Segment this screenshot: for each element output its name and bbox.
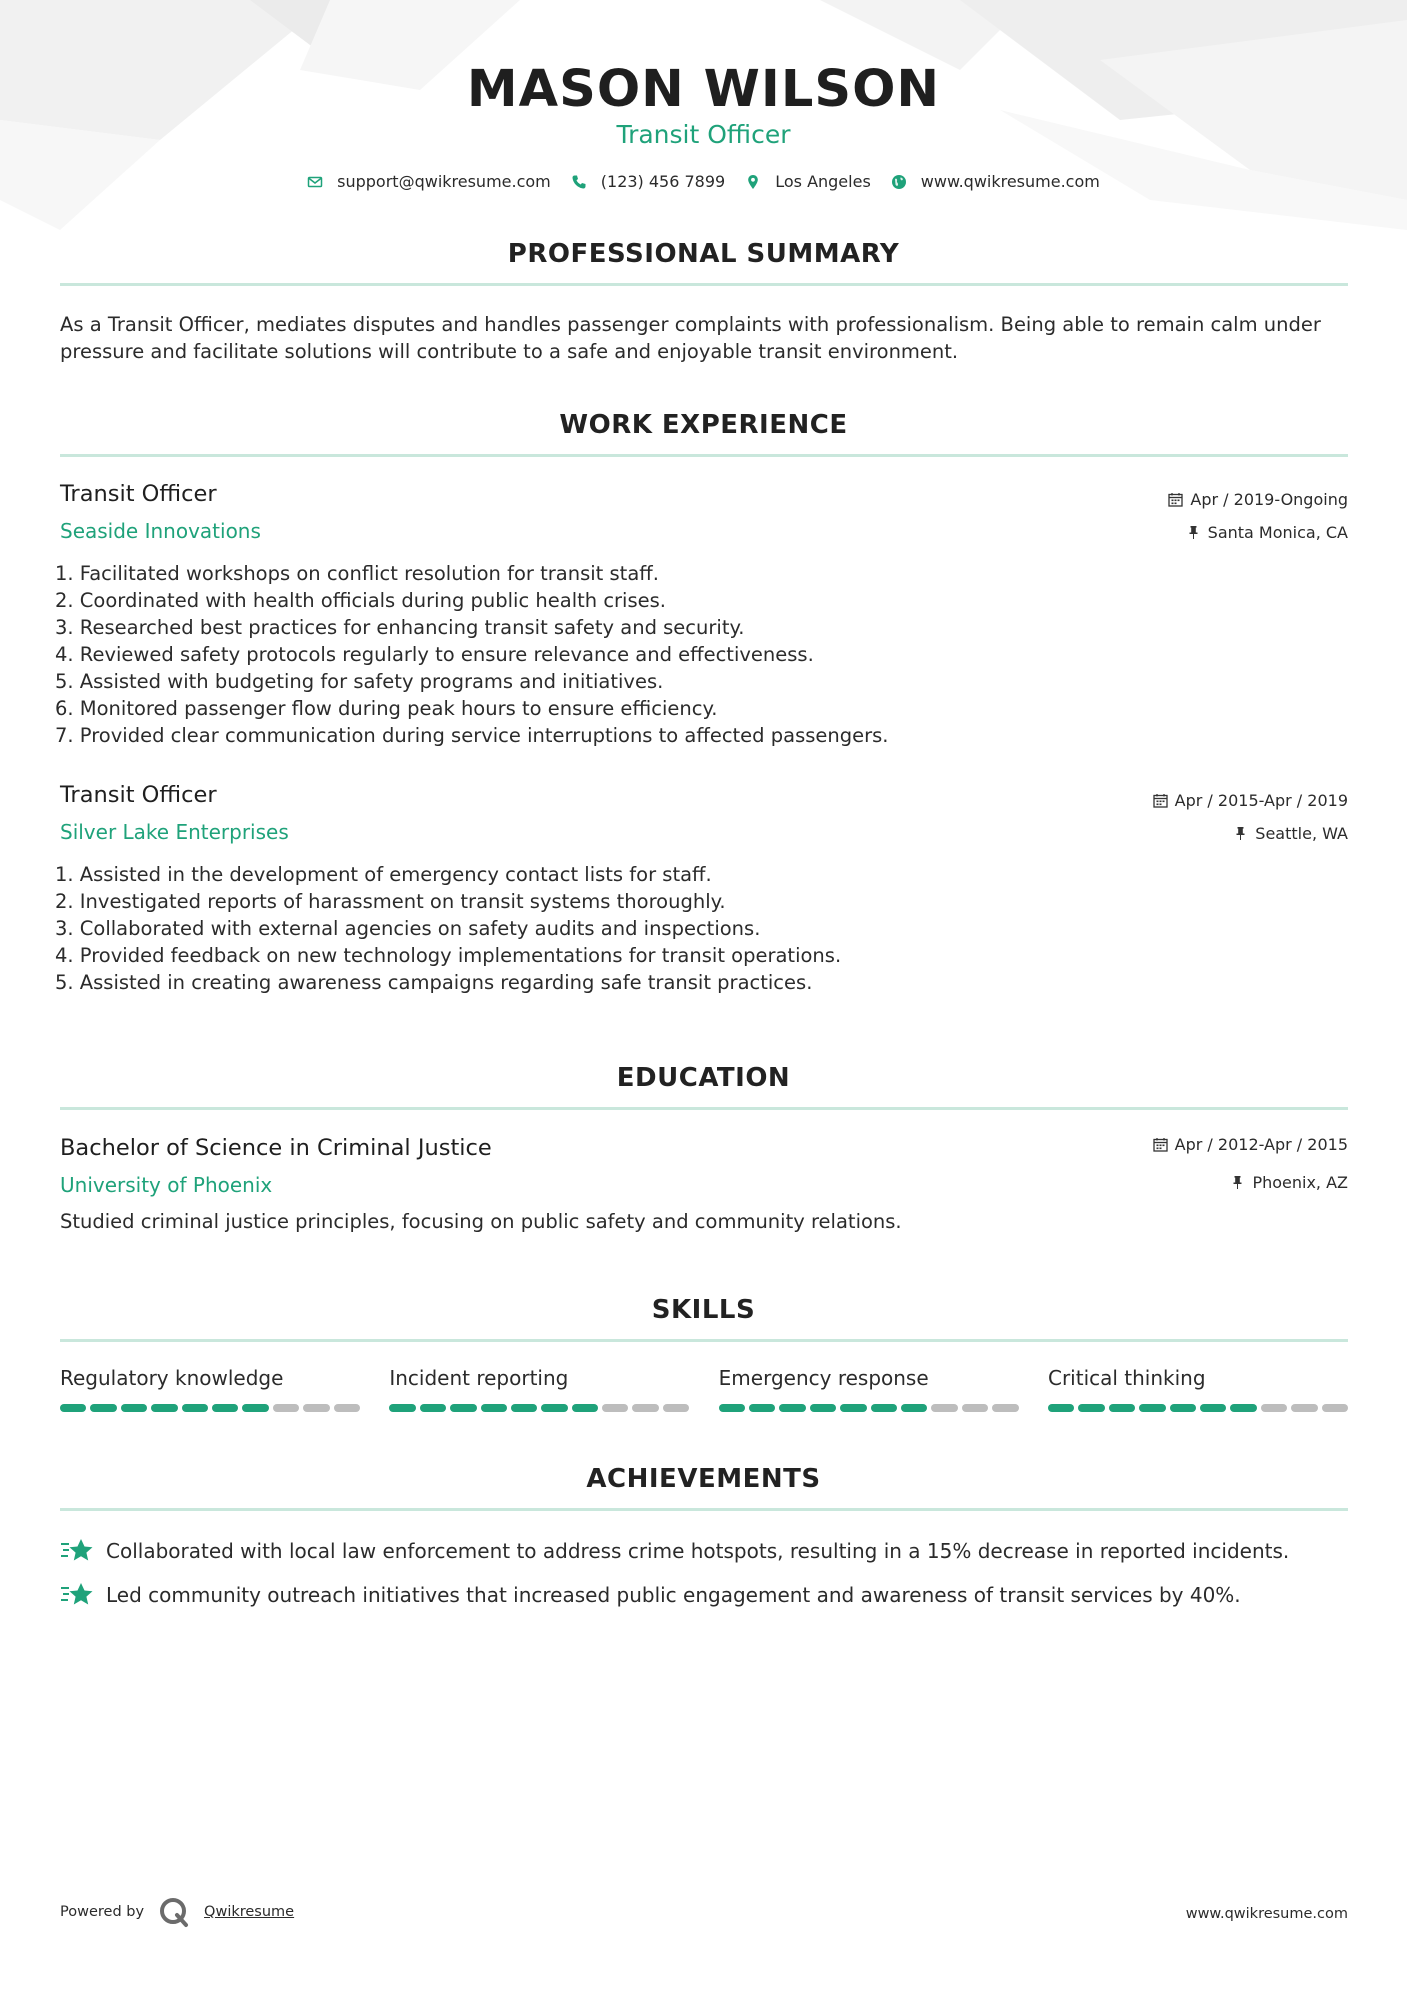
skill-segment-filled [450,1404,476,1412]
skill-segment-empty [1291,1404,1317,1412]
achievements-divider [60,1508,1348,1511]
job-2-dates [1153,791,1348,810]
job-2-location-text: Seattle, WA [1255,824,1348,843]
job-1-location-text: Santa Monica, CA [1207,523,1348,542]
skill-segment-empty [663,1404,689,1412]
pushpin-icon [1230,1175,1245,1190]
skill-segment-filled [810,1404,836,1412]
contact-bar [0,172,1407,191]
job-2-location [1233,824,1348,843]
candidate-title: Transit Officer [616,120,791,149]
list-item: 5. Assisted with budgeting for safety programs and initiatives. [55,670,664,693]
skill-segment-empty [303,1404,329,1412]
skill-segment-empty [334,1404,360,1412]
education-location-text: Phoenix, AZ [1252,1173,1348,1192]
skills-divider [60,1339,1348,1342]
pushpin-icon [1186,525,1201,540]
job-1-title: Transit Officer [60,481,217,507]
list-item: 3. Collaborated with external agencies on safety audits and inspections. [55,917,761,940]
skill-segment-empty [1322,1404,1348,1412]
list-item: 1. Facilitated workshops on conflict resolution for transit staff. [55,562,659,585]
skills-grid [60,1366,1348,1412]
skill-segment-filled [481,1404,507,1412]
skill-item [389,1366,689,1412]
skill-segment-empty [931,1404,957,1412]
summary-heading: PROFESSIONAL SUMMARY [507,239,900,269]
location-text: Los Angeles [775,172,871,191]
list-item: 7. Provided clear communication during service interruptions to affected passengers. [55,724,889,747]
summary-divider [60,283,1348,286]
qwikresume-link[interactable]: Qwikresume [204,1904,295,1920]
education-divider [60,1107,1348,1110]
job-2-company: Silver Lake Enterprises [60,820,289,844]
list-item: 4. Reviewed safety protocols regularly to ensure relevance and effectiveness. [55,643,814,666]
candidate-name: MASON WILSON [466,60,941,119]
achievement-text: Collaborated with local law enforcement to address crime hotspots, resulting in a 15% decrease in reported incidents. [106,1539,1290,1563]
calendar-icon [1153,793,1168,808]
skill-segment-filled [60,1404,86,1412]
skill-level-bar [1048,1404,1348,1412]
job-2-bullets [55,861,1345,996]
pushpin-icon [1233,826,1248,841]
website-text: www.qwikresume.com [920,172,1100,191]
skill-segment-filled [420,1404,446,1412]
contact-phone[interactable] [571,172,725,191]
summary-text: As a Transit Officer, mediates disputes and handles passenger complaints with professionalism. Being able to remain calm under pressure and facilitate solutions will contribute to a safe and enjoyable transit environment. [60,313,1321,363]
skill-segment-filled [1170,1404,1196,1412]
calendar-icon [1153,1137,1168,1152]
envelope-icon [307,174,323,190]
skill-segment-filled [749,1404,775,1412]
skill-segment-filled [840,1404,866,1412]
skill-segment-filled [1109,1404,1135,1412]
education-location [1230,1173,1348,1192]
education-description: Studied criminal justice principles, focusing on public safety and community relations. [60,1210,902,1233]
skill-name: Critical thinking [1047,1366,1206,1390]
skill-segment-filled [242,1404,268,1412]
experience-heading: WORK EXPERIENCE [559,410,848,440]
skill-name: Regulatory knowledge [60,1366,284,1390]
skill-segment-filled [1078,1404,1104,1412]
experience-divider [60,454,1348,457]
star-icon [60,1580,94,1610]
education-dates [1153,1135,1348,1154]
footer-powered-by [60,1896,294,1928]
job-1-bullets [55,560,1345,749]
skill-segment-empty [632,1404,658,1412]
skill-name: Emergency response [718,1366,929,1390]
list-item: 2. Coordinated with health officials during public health crises. [55,589,666,612]
achievements-heading: ACHIEVEMENTS [586,1464,821,1494]
contact-email[interactable] [307,172,551,191]
job-1-company: Seaside Innovations [60,519,261,543]
phone-text: (123) 456 7899 [600,172,726,191]
list-item: 6. Monitored passenger flow during peak hours to ensure efficiency. [55,697,718,720]
skill-segment-filled [779,1404,805,1412]
skill-segment-filled [511,1404,537,1412]
job-2-title: Transit Officer [60,782,217,808]
skill-name: Incident reporting [389,1366,569,1390]
footer-website[interactable]: www.qwikresume.com [1185,1906,1348,1922]
skill-segment-filled [182,1404,208,1412]
achievement-item [60,1580,1350,1610]
skill-segment-filled [1230,1404,1256,1412]
skill-item [719,1366,1019,1412]
skill-segment-filled [151,1404,177,1412]
skill-segment-empty [992,1404,1018,1412]
achievement-text: Led community outreach initiatives that increased public engagement and awareness of transit services by 40%. [106,1583,1241,1607]
list-item: 4. Provided feedback on new technology implementations for transit operations. [55,944,842,967]
skill-segment-filled [871,1404,897,1412]
skill-segment-empty [273,1404,299,1412]
education-dates-text: Apr / 2012-Apr / 2015 [1174,1135,1348,1154]
skill-segment-filled [541,1404,567,1412]
skill-segment-filled [212,1404,238,1412]
contact-location [745,172,871,191]
list-item: 5. Assisted in creating awareness campaigns regarding safe transit practices. [55,971,813,994]
map-pin-icon [745,174,761,190]
skill-level-bar [719,1404,1019,1412]
skill-segment-empty [962,1404,988,1412]
job-2-dates-text: Apr / 2015-Apr / 2019 [1174,791,1348,810]
skill-segment-filled [719,1404,745,1412]
education-heading: EDUCATION [616,1063,791,1093]
skill-segment-filled [1139,1404,1165,1412]
skill-segment-filled [572,1404,598,1412]
skill-level-bar [60,1404,360,1412]
skill-segment-empty [1261,1404,1287,1412]
skill-item [60,1366,360,1412]
calendar-icon [1168,492,1183,507]
skill-segment-filled [901,1404,927,1412]
job-1-dates [1168,490,1348,509]
skill-segment-filled [1048,1404,1074,1412]
list-item: 1. Assisted in the development of emergency contact lists for staff. [55,863,712,886]
skill-segment-filled [90,1404,116,1412]
job-1-location [1186,523,1348,542]
email-text: support@qwikresume.com [337,172,551,191]
list-item: 2. Investigated reports of harassment on transit systems thoroughly. [55,890,726,913]
skills-heading: SKILLS [651,1295,756,1325]
skill-item [1048,1366,1348,1412]
skill-segment-filled [121,1404,147,1412]
skill-segment-filled [389,1404,415,1412]
contact-website[interactable] [891,172,1100,191]
qwikresume-logo-icon [158,1896,190,1928]
globe-icon [891,174,907,190]
list-item: 3. Researched best practices for enhancing transit safety and security. [55,616,745,639]
skill-segment-filled [1200,1404,1226,1412]
skill-level-bar [389,1404,689,1412]
education-school: University of Phoenix [60,1173,273,1197]
education-degree: Bachelor of Science in Criminal Justice [60,1135,492,1161]
powered-by-label: Powered by [60,1904,145,1920]
phone-icon [571,174,587,190]
achievement-item [60,1536,1350,1566]
star-icon [60,1536,94,1566]
skill-segment-empty [602,1404,628,1412]
job-1-dates-text: Apr / 2019-Ongoing [1190,490,1348,509]
